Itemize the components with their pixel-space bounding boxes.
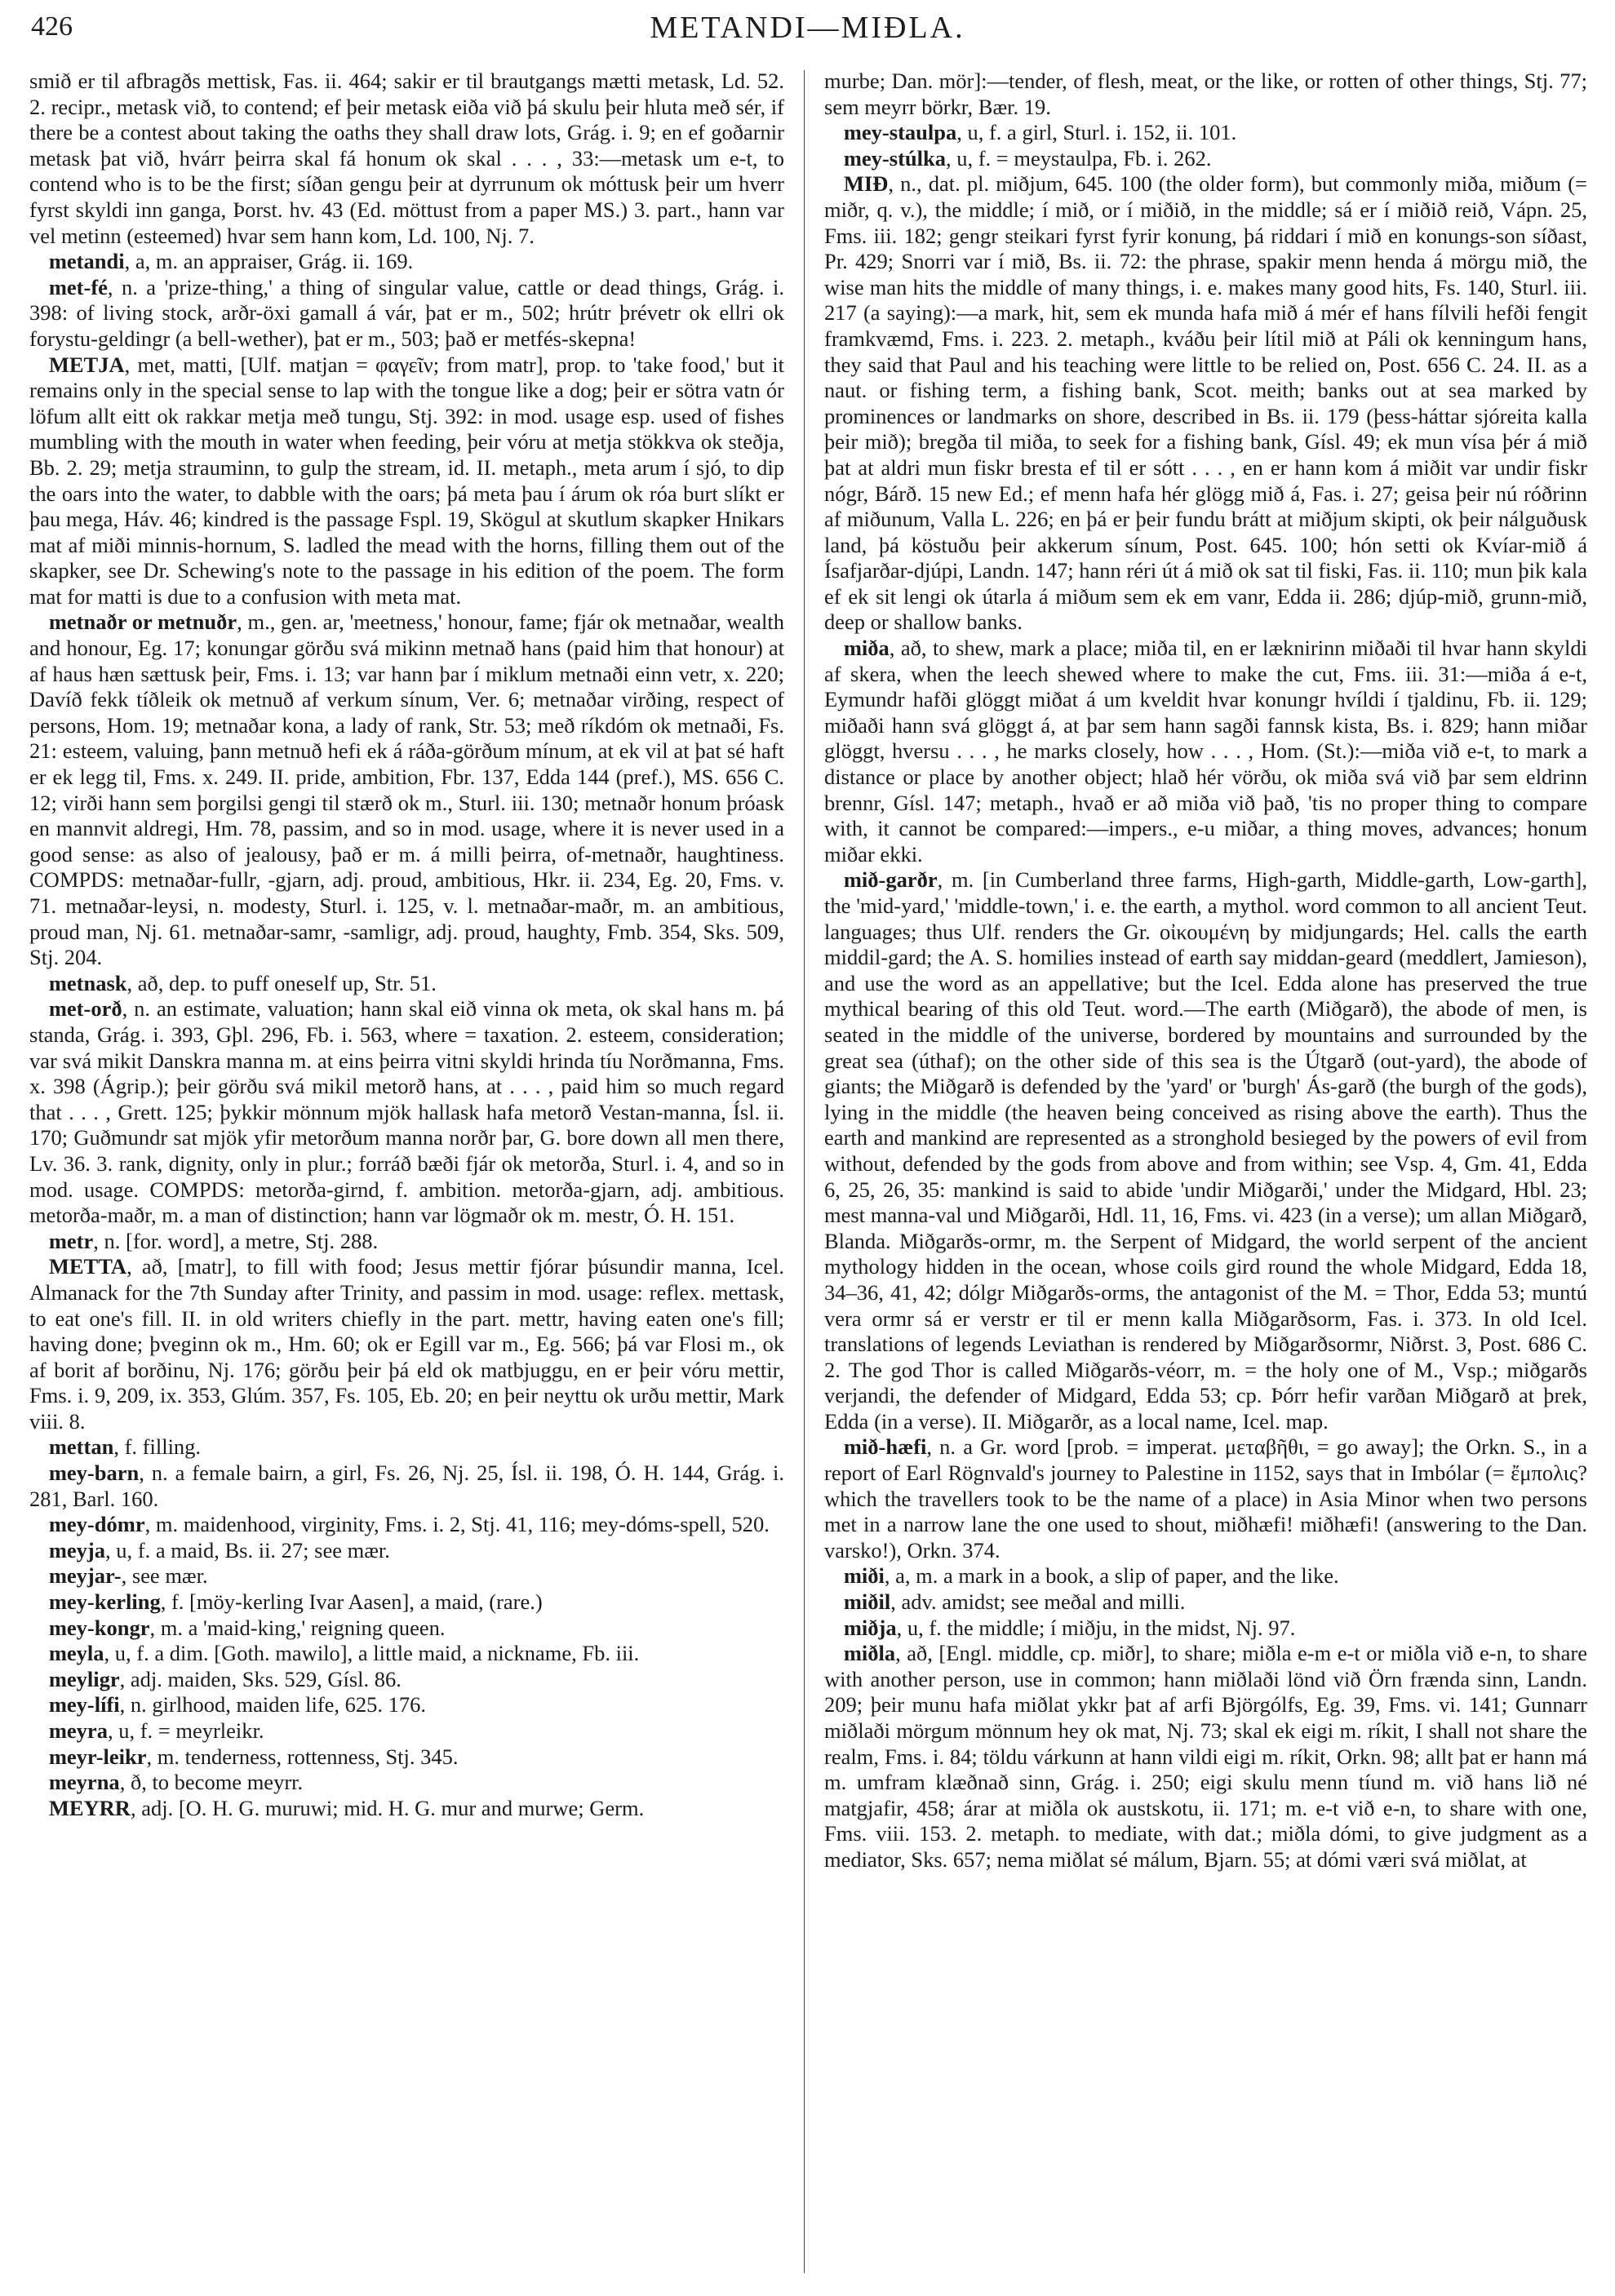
dictionary-entry [824, 146, 1587, 172]
headword: mið-garðr [843, 867, 938, 893]
dictionary-entry [29, 1641, 784, 1667]
headword: miðil [843, 1589, 891, 1615]
entry-definition: , m. tenderness, rottenness, Stj. 345. [146, 1744, 459, 1769]
headword: meyja [48, 1537, 106, 1562]
entry-definition: , að, to shew, mark a place; miða til, en er læknirinn miðaði til hvar hann skyldi af skera, when the leech shewed where to make the cut, Fms. iii. 31:—miða á e-t, Eymundr hafði glöggt miðat á um kveldit hvar konungr hvíldi í tjaldinu, Fb. ii. 129; miðaði hann svá glöggt á, at þar sem hann sagði fannsk kista, Bs. i. 829; hann miðar glöggt, hversu . . . , he marks closely, how . . . , Hom. (St.):—miða við e-t, to mark a distance or place by another object; hlað hér vörðu, ok miða svá við þar sem eldrinn brennr, Gísl. 147; metaph., hvað er að miða við það, 'tis no proper thing to compare with, it cannot be compared:—impers., e-u miðar, a thing moves, advances; honum miðar ekki. [824, 636, 1587, 867]
entry-definition: , n. girlhood, maiden life, 625. 176. [119, 1692, 427, 1718]
dictionary-entry [29, 1512, 784, 1538]
dictionary-entry [29, 1563, 784, 1589]
dictionary-entry [29, 249, 784, 275]
headword: mey-kongr [48, 1615, 150, 1640]
entry-definition: , a, m. an appraiser, Grág. ii. 169. [124, 249, 414, 274]
entry-definition: , n. [for. word], a metre, Stj. 288. [93, 1228, 379, 1253]
dictionary-entry [29, 1229, 784, 1255]
entry-definition: , a, m. a mark in a book, a slip of paper, and the like. [884, 1563, 1339, 1589]
headword: meyra [48, 1718, 108, 1743]
page-number: 426 [31, 11, 73, 42]
headword: meyligr [48, 1666, 120, 1691]
entry-definition: , ð, to become meyrr. [119, 1770, 304, 1795]
dictionary-entry [29, 352, 784, 610]
dictionary-entry [29, 1616, 784, 1642]
entry-definition: , f. filling. [113, 1434, 202, 1460]
dictionary-entry [29, 69, 784, 249]
entry-definition: , m. a 'maid-king,' reigning queen. [149, 1615, 446, 1640]
headword: METJA [48, 352, 125, 377]
headword: MEYRR [48, 1795, 131, 1820]
entry-definition: , u, f. a maid, Bs. ii. 27; see mær. [105, 1537, 390, 1562]
headword: miða [843, 636, 890, 661]
headword: meyla [48, 1641, 104, 1666]
dictionary-entry [29, 1589, 784, 1616]
headword: meyjar- [48, 1563, 122, 1589]
headword: meyrna [48, 1770, 120, 1795]
dictionary-entry [29, 275, 784, 352]
dictionary-entry [29, 996, 784, 1228]
entry-definition: , m. maidenhood, virginity, Fms. i. 2, Stj. 41, 116; mey-dóms-spell, 520. [144, 1512, 770, 1537]
headword: mey-lífi [48, 1692, 120, 1718]
entry-definition: , að, dep. to puff oneself up, Str. 51. [126, 970, 437, 995]
entry-definition: , see mær. [121, 1563, 208, 1589]
dictionary-entry [824, 867, 1587, 1434]
dictionary-entry [29, 1692, 784, 1718]
dictionary-entry [29, 1538, 784, 1564]
headword: METTA [48, 1254, 127, 1279]
dictionary-entry [824, 120, 1587, 146]
dictionary-entry [824, 171, 1587, 636]
headword: metr [48, 1228, 94, 1253]
entry-definition: , adv. amidst; see meðal and milli. [890, 1589, 1186, 1615]
entry-definition: , n. a Gr. word [prob. = imperat. μεταβῆθι, = go away]; the Orkn. S., in a report of Earl Rögnvald's journey to Palestine in 1152, says that in Imbólar (= ἔμπολις? which the travellers took to be the name of a place) in Asia Minor when two persons met in a narrow lane the one used to shout, miðhæfi! miðhæfi! (answering to the Dan. varsko!), Orkn. 374. [824, 1434, 1587, 1562]
entry-definition: , n. a female bairn, a girl, Fs. 26, Nj. 25, Ísl. ii. 198, Ó. H. 144, Grág. i. 281, Barl. 160. [29, 1460, 784, 1511]
dictionary-entry [824, 1641, 1587, 1873]
entry-definition: , n., dat. pl. miðjum, 645. 100 (the older form), but commonly miða, miðum (= miðr, q. v.), the middle; í mið, or í miðið, in the middle; sá er í miðið reið, Vápn. 25, Fms. iii. 182; gengr steikari fyrst fyrir konung, þá riddari í mið en konungs-son síðast, Pr. 429; Snorri var í mið, Bs. ii. 72: the phrase, spakir menn henda á mörgu mið, the wise man hits the middle of many things, i. e. makes many good hits, Fs. 140, Sturl. iii. 217 (a saying):—a mark, hit, sem ek munda hafa mið á mér ef hans fílvili hefði fengit framkvæmd, Fms. i. 223. 2. metaph., kváðu þeir lítil mið at Páli ok kenningum hans, they said that Paul and his teaching were little to be relied on, Post. 656 C. 24. II. as a naut. or fishing term, a fishing bank, Scot. meith; banks out at sea marked by prominences or landmarks on shore, described in Bs. ii. 179 (þess-háttar sjóreita kalla þeir mið); bregða til miða, to seek for a fishing bank, Gísl. 49; ek mun vísa þér á mið þat at aldri mun fiskr bresta ef til er sótt . . . , en er hann kom á miðit var undir fiskr nógr, Bárð. 15 new Ed.; ef menn hafa hér glögg mið á, Fas. i. 27; geisa þeir nú róðrinn af miðunum, Valla L. 226; en þá er þeir fundu brátt at miðjum skipti, ok þeir nálguðusk land, þá köstuðu þeir akkerum sínum, Post. 645. 100; hón setti ok Kvíar-mið á Ísafjarðar-djúpi, Landn. 147; hann réri út á mið ok sat til fiski, Fas. ii. 110; mun þik kala ef ek sit lengi ok útarla á miðum sem ek em vanr, Edda ii. 286; djúp-mið, grunn-mið, deep or shallow banks. [824, 171, 1587, 635]
dictionary-entry [824, 636, 1587, 867]
page-title: METANDI—MIÐLA. [650, 11, 965, 45]
entry-definition: , u, f. the middle; í miðju, in the midst, Nj. 97. [896, 1615, 1296, 1640]
dictionary-entry [29, 1667, 784, 1693]
entry-definition: , n. a 'prize-thing,' a thing of singular value, cattle or dead things, Grág. i. 398: of living stock, arðr-öxi gamall á vár, þat er m., 502; hrútr þrévetr ok ellri ok forystu-geldingr (a bell-wether), þat er m., 503; það er metfés-skepna! [29, 274, 784, 351]
entry-definition: , u, f. a dim. [Goth. mawilo], a little maid, a nickname, Fb. iii. [104, 1641, 640, 1666]
entry-definition: , að, [matr], to fill with food; Jesus mettir fjórar þúsundir manna, Icel. Almanack for the 7th Sunday after Trinity, and passim in mod. usage: reflex. mettask, to eat one's fill. II. in old writers chiefly in the part. mettr, having eaten one's fill; having done; þveginn ok m., Hm. 60; ok er Egill var m., Eg. 566; þá var Flosi m., ok af borit af borðinu, Nj. 176; görðu þeir þá eld ok matbjuggu, en er þeir vóru mettir, Fms. i. 9, 209, ix. 353, Glúm. 357, Fs. 105, Eb. 20; en þeir neyttu ok urðu mettir, Mark viii. 8. [29, 1254, 784, 1434]
entry-definition: , u, f. = meyrleikr. [107, 1718, 264, 1743]
headword: meyr-leikr [48, 1744, 147, 1769]
dictionary-entry [824, 1563, 1587, 1589]
headword: mey-barn [48, 1460, 140, 1486]
headword: met-fé [48, 274, 108, 299]
headword: metnaðr or metnuðr [48, 609, 237, 635]
dictionary-entry [29, 971, 784, 997]
entry-definition: , m. [in Cumberland three farms, High-garth, Middle-garth, Low-garth], the 'mid-yard,' 'middle-town,' i. e. the earth, a mythol. word common to all ancient Teut. languages; thus Ulf. renders the Gr. οἰκουμένη by midjungards; Hel. calls the earth middil-gard; the A. S. homilies instead of earth say middan-geard (meddlert, Jamieson), and use the word as an appellative; but the Icel. Edda alone has preserved the true mythical bearing of this old Teut. word.—The earth (Miðgarð), the abode of men, is seated in the middle of the universe, bordered by mountains and surrounded by the great sea (úthaf); on the other side of this sea is the Útgarð (out-yard), the abode of giants; the Miðgarð is defended by the 'yard' or 'burgh' Ás-garð (the burgh of the gods), lying in the middle (the heaven being conceived as rising above the earth). Thus the earth and mankind are represented as a stronghold besieged by the powers of evil from without, defended by the gods from above and from within; see Vsp. 4, Gm. 41, Edda 6, 25, 26, 35: mankind is said to abide 'undir Miðgarði,' under the Midgard, Hbl. 23; mest manna-val und Miðgarði, Hdl. 11, 16, Fms. vi. 423 (in a verse); um allan Miðgarð, Blanda. Miðgarðs-ormr, m. the Serpent of Midgard, the world serpent of the ancient mythology hidden in the ocean, whose coils gird round the whole Midgard, Edda 18, 34–36, 41, 42; dólgr Miðgarðs-orms, the antagonist of the M. = Thor, Edda 53; muntú vera ormr sá er verstr er til er menn kalla Miðgarðsorm, Fas. i. 373. In old Icel. translations of legends Leviathan is rendered by Miðgarðsormr, Niðrst. 3, Post. 686 C. 2. The god Thor is called Miðgarðs-véorr, m. = the holy one of M., Vsp.; miðgarðs verjandi, the defender of Midgard, Edda 53; cp. Þórr hefir varðan Miðgarð at þrek, Edda (in a verse). II. Miðgarðr, as a local name, Icel. map. [824, 867, 1587, 1434]
entry-definition: , u, f. = meystaulpa, Fb. i. 262. [945, 145, 1212, 171]
headword: mey-dómr [48, 1512, 145, 1537]
entry-definition: murbe; Dan. mör]:—tender, of flesh, meat, or the like, or rotten of other things, Stj. 77; sem meyrr börkr, Bær. 19. [824, 69, 1587, 119]
headword: miðla [843, 1641, 896, 1666]
dictionary-entry [29, 609, 784, 970]
dictionary-entry [29, 1718, 784, 1744]
entry-definition: , f. [möy-kerling Ivar Aasen], a maid, (rare.) [160, 1589, 543, 1615]
dictionary-entry [29, 1254, 784, 1434]
headword: mey-staulpa [843, 120, 957, 145]
dictionary-entry [29, 1770, 784, 1796]
headword: mið-hæfi [843, 1434, 927, 1460]
headword: miði [843, 1563, 885, 1589]
headword: metandi [48, 249, 125, 274]
entry-definition: , m., gen. ar, 'meetness,' honour, fame; fjár ok metnaðar, wealth and honour, Eg. 17; konungar görðu svá mikinn metnað hans (paid him that honour) at af haus hæn sættusk þeir, Fms. i. 13; var hann þar í miklum metnaði einn vetr, x. 220; Davíð fekk tíðleik ok metnuð af verkum sínum, Ver. 6; metnaðar virðing, respect of persons, Hom. 19; metnaðar kona, a lady of rank, Str. 53; með ríkdóm ok metnaði, Fs. 21: esteem, valuing, þann metnuð hefi ek á ráða-görðum mínum, at ek vil at þat sé haft er ek legg til, Fms. x. 249. II. pride, ambition, Fbr. 137, Edda 144 (pref.), MS. 656 C. 12; virði hann sem þorgilsi gengi til stærð ok m., Sturl. iii. 130; metnaðr honum þróask en mannvit aldregi, Hm. 78, passim, and so in mod. usage, where it is never used in a good sense: as also of jealousy, það er m. á milli þeirra, of-metnaðr, haughtiness. COMPDS: metnaðar-fullr, -gjarn, adj. proud, ambitious, Hkr. ii. 234, Eg. 20, Fms. v. 71. metnaðar-leysi, n. modesty, Sturl. i. 125, v. l. metnaðar-maðr, m. an ambitious, proud man, Nj. 61. metnaðar-samr, -samligr, adj. proud, haughty, Fmb. 354, Sks. 509, Stj. 204. [29, 609, 785, 970]
entry-definition: , að, [Engl. middle, cp. miðr], to share; miðla e-m e-t or miðla við e-n, to share with another person, use in common; hann miðlaði lönd við Örn frænda sinn, Landn. 209; þeir munu hafa miðlat ykkr þat af arfi Björgólfs, Eg. 39, Fms. vi. 141; Gunnarr miðlaði mörgum mönnum hey ok mat, Nj. 73; skal ek eigi m. ríkit, I shall not share the realm, Fms. i. 84; töldu várkunn at hann vildi eigi m. ríkit, Orkn. 98; allt þat er hann má m. umfram klæðnað sinn, Grág. i. 250; eigi skulu menn tíund m. við hans lið né matgjafir, 458; árar at miðla ok austskotu, ii. 171; m. e-t við e-n, to share with one, Fms. viii. 153. 2. metaph. to mediate, with dat.; miðla dómi, to give judgment as a mediator, Sks. 657; nema miðlat sé málum, Bjarn. 55; at dómi væri svá miðlat, at [824, 1641, 1587, 1872]
entry-definition: smið er til afbragðs mettisk, Fas. ii. 464; sakir er til brautgangs mætti metask, Ld. 52. 2. recipr., metask við, to contend; ef þeir metask eiða við þá skulu þeir hluta með sér, if there be a contest about taking the oaths they shall draw lots, Grág. i. 9; en ef goðarnir metask þat við, hvárr þeirra skal fá honum ok skal . . . , 33:—metask um e-t, to contend who is to be the first; síðan gengu þeir at dyrrunum ok móttusk þeir um hverr fyrst skyldi inn ganga, Þorst. hv. 43 (Ed. möttust from a paper MS.) 3. part., hann var vel metinn (esteemed) hvar sem hann kom, Ld. 100, Nj. 7. [29, 69, 784, 248]
entry-definition: , u, f. a girl, Sturl. i. 152, ii. 101. [956, 120, 1237, 145]
headword: met-orð [48, 996, 122, 1022]
dictionary-entry [29, 1460, 784, 1512]
dictionary-entry [29, 1744, 784, 1771]
headword: MIÐ [843, 171, 889, 197]
headword: mey-kerling [48, 1589, 161, 1615]
entry-definition: , adj. [O. H. G. muruwi; mid. H. G. mur and murwe; Germ. [130, 1795, 645, 1820]
dictionary-entry [824, 1589, 1587, 1616]
dictionary-entry [824, 1616, 1587, 1642]
entry-definition: , adj. maiden, Sks. 529, Gísl. 86. [119, 1666, 402, 1691]
dictionary-entry [29, 1434, 784, 1460]
dictionary-entry [824, 1434, 1587, 1563]
entry-definition: , met, matti, [Ulf. matjan = φαγεῖν; from matr], prop. to 'take food,' but it remains only in the special sense to lap with the tongue like a dog; þeir er sötra vatn ór löfum allt eitt ok rakkar metja með tungu, Stj. 392: in mod. usage esp. used of fishes mumbling with the mouth in water when feeding, þeir vóru at metja stökkva ok steðja, Bb. 2. 29; metja strauminn, to gulp the stream, id. II. metaph., meta arum í sjó, to dip the oars into the water, to dabble with the oars; þá meta þau í árum ok róa burt slíkt er þau mega, Háv. 46; kindred is the passage Fspl. 19, Skögul at skutlum skapker Hnikars mat af miði minnis-hornum, S. ladled the mead with the horns, filling them out of the skapker, see Dr. Schewing's note to the passage in his edition of the poem. The form mat for matti is due to a confusion with meta mat. [29, 352, 784, 609]
headword: mettan [48, 1434, 114, 1460]
dictionary-entry [824, 69, 1587, 120]
column-divider [804, 70, 805, 2273]
left-column [29, 69, 784, 1821]
entry-definition: , n. an estimate, valuation; hann skal eið vinna ok meta, ok skal hans m. þá standa, Grág. i. 393, Gþl. 296, Fb. i. 563, where = taxation. 2. esteem, consideration; var svá mikit Danskra manna m. at eins þeirra vitni skyldi hrinda tíu Norðmanna, Fms. x. 398 (Ágrip.); þeir görðu svá mikil metorð hans, at . . . , paid him so much regard that . . . , Grett. 125; þykkir mönnum mjök hallask hafa metorð Vestan-manna, Ísl. ii. 170; Guðmundr sat mjök yfir metorðum manna norðr þar, G. bore down all men there, Lv. 36. 3. rank, dignity, only in plur.; forráð bæði fjár ok metorða, Sturl. i. 4, and so in mod. usage. COMPDS: metorða-girnd, f. ambition. metorða-gjarn, adj. ambitious. metorða-maðr, m. a man of distinction; hann var lögmaðr ok m. mestr, Ó. H. 151. [29, 996, 784, 1228]
dictionary-entry [29, 1796, 784, 1822]
headword: metnask [48, 970, 127, 995]
headword: mey-stúlka [843, 145, 946, 171]
right-column [824, 69, 1587, 1873]
headword: miðja [843, 1615, 897, 1640]
